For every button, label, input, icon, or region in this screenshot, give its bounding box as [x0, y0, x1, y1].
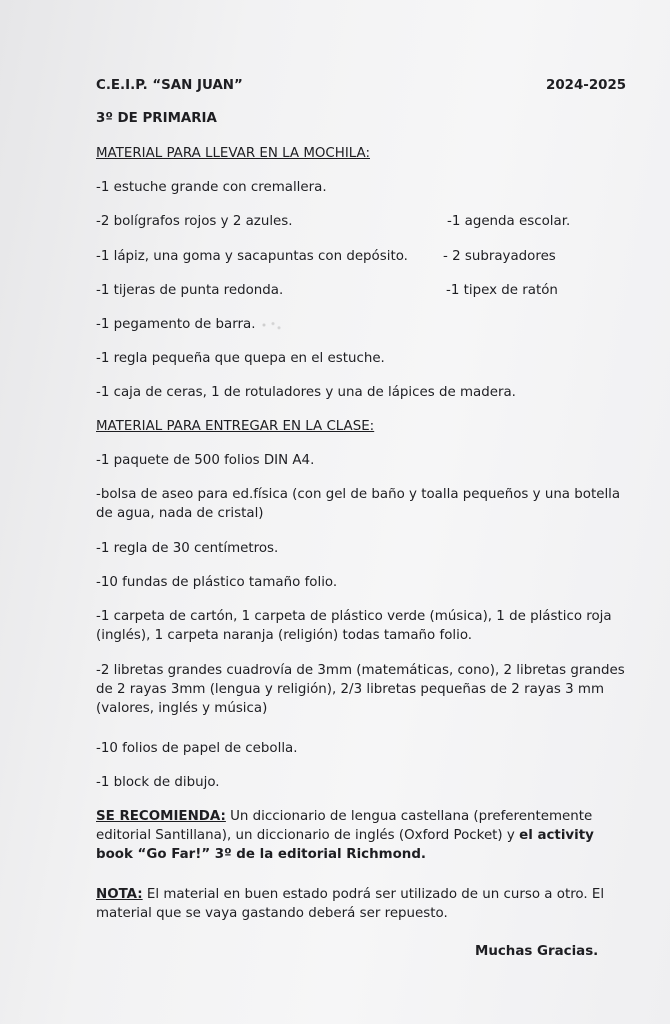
list-item: -1 pegamento de barra.: [96, 317, 256, 332]
list-item: -1 tijeras de punta redonda.: [96, 283, 284, 298]
note-text: El material en buen estado podrá ser utilizado de un curso a otro. El material que se vaya gastando deberá ser repuesto.: [96, 887, 605, 921]
section-heading-mochila: MATERIAL PARA LLEVAR EN LA MOCHILA:: [96, 146, 370, 161]
list-item: -1 caja de ceras, 1 de rotuladores y una de lápices de madera.: [96, 385, 516, 400]
list-item: -1 regla pequeña que quepa en el estuche.: [96, 351, 385, 366]
recommendation-text: Un diccionario de lengua castellana (preferentemente editorial Santillana), un diccionario de inglés (Oxford Pocket) y: [96, 809, 593, 843]
school-year: 2024-2025: [546, 78, 627, 93]
list-item: -10 fundas de plástico tamaño folio.: [96, 575, 338, 590]
list-item: -1 carpeta de cartón, 1 carpeta de plástico verde (música), 1 de plástico roja (inglés), 1 carpeta naranja (religión) todas tamaño folio.: [96, 609, 612, 643]
recommendation-paragraph: [96, 807, 626, 864]
list-item-right: -1 tipex de ratón: [446, 283, 558, 298]
grade-title: 3º DE PRIMARIA: [96, 111, 217, 126]
list-item: -10 folios de papel de cebolla.: [96, 741, 298, 756]
list-item: -1 block de dibujo.: [96, 775, 220, 790]
list-item: -bolsa de aseo para ed.física (con gel de baño y toalla pequeños y una botella de agua, nada de cristal): [96, 487, 621, 521]
list-item: -2 bolígrafos rojos y 2 azules.: [96, 214, 293, 229]
school-name: C.E.I.P. “SAN JUAN”: [96, 78, 243, 93]
section-heading-clase: MATERIAL PARA ENTREGAR EN LA CLASE:: [96, 419, 375, 434]
closing-signoff: Muchas Gracias.: [475, 944, 599, 959]
list-item: -1 estuche grande con cremallera.: [96, 180, 327, 195]
list-item: -2 libretas grandes cuadrovía de 3mm (matemáticas, cono), 2 libretas grandes de 2 rayas 3mm (lengua y religión), 2/3 libretas pequeñas de 2 rayas 3 mm (valores, inglés y música): [96, 663, 625, 716]
list-item: -1 regla de 30 centímetros.: [96, 541, 279, 556]
list-item-right: -1 agenda escolar.: [447, 214, 571, 229]
list-item: -1 paquete de 500 folios DIN A4.: [96, 453, 315, 468]
note-label: NOTA:: [96, 887, 143, 902]
recommendation-bold-text: el activity book “Go Far!” 3º de la editorial Richmond.: [96, 828, 594, 862]
list-item: -1 lápiz, una goma y sacapuntas con depósito.: [96, 249, 408, 264]
ink-smudge: [255, 318, 285, 332]
note-paragraph: [96, 885, 626, 923]
list-item-right: - 2 subrayadores: [443, 249, 556, 264]
recommendation-label: SE RECOMIENDA:: [96, 809, 226, 824]
